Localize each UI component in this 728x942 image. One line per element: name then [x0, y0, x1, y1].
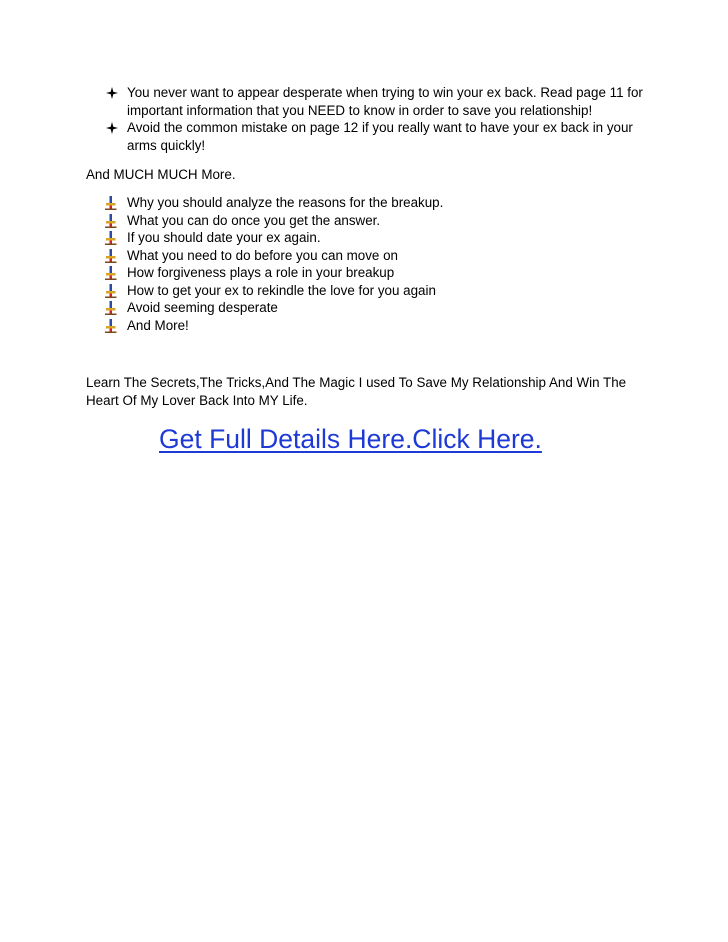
list-item [102, 229, 622, 247]
diamond-bullet-icon [106, 87, 118, 99]
down-arrow-bullet-icon [104, 266, 118, 280]
more-line: And MUCH MUCH More. [86, 167, 236, 182]
list-item [100, 119, 660, 154]
list-item-text: Why you should analyze the reasons for the breakup. [127, 195, 444, 210]
list-item [102, 194, 622, 212]
list-item [102, 299, 622, 317]
list-item [102, 212, 622, 230]
list-item-text: If you should date your ex again. [127, 230, 321, 245]
list-item-text: How forgiveness plays a role in your breakup [127, 265, 395, 280]
list-item-text: How to get your ex to rekindle the love for you again [127, 282, 436, 298]
down-arrow-bullet-icon [104, 301, 118, 315]
diamond-bullet-list [100, 84, 660, 154]
down-arrow-bullet-icon [104, 214, 118, 228]
down-arrow-bullet-icon [104, 231, 118, 245]
list-item [102, 247, 622, 265]
secrets-paragraph: Learn The Secrets,The Tricks,And The Magic I used To Save My Relationship And Win The Heart Of My Lover Back Into MY Life. [86, 375, 627, 408]
list-item [102, 264, 622, 282]
down-arrow-bullet-icon [104, 249, 118, 263]
list-item-text: And More! [127, 317, 189, 333]
list-item-text: Avoid the common mistake on page 12 if you really want to have your ex back in your arms quickly! [127, 120, 633, 153]
list-item-text: Avoid seeming desperate [127, 300, 278, 315]
get-details-link[interactable]: Get Full Details Here.Click Here. [159, 424, 542, 454]
down-arrow-bullet-icon [104, 196, 118, 210]
list-item-text: What you can do once you get the answer. [127, 212, 381, 228]
down-arrow-bullet-icon [104, 319, 118, 333]
list-item [102, 317, 622, 335]
down-arrow-bullet-icon [104, 284, 118, 298]
list-item [100, 84, 660, 119]
diamond-bullet-icon [106, 122, 118, 134]
arrow-bullet-list [102, 194, 622, 334]
list-item-text: What you need to do before you can move on [127, 247, 398, 263]
list-item-text: You never want to appear desperate when trying to win your ex back. Read page 11 for important information that you NEED to know in order to save you relationship! [127, 85, 643, 118]
list-item [102, 282, 622, 300]
